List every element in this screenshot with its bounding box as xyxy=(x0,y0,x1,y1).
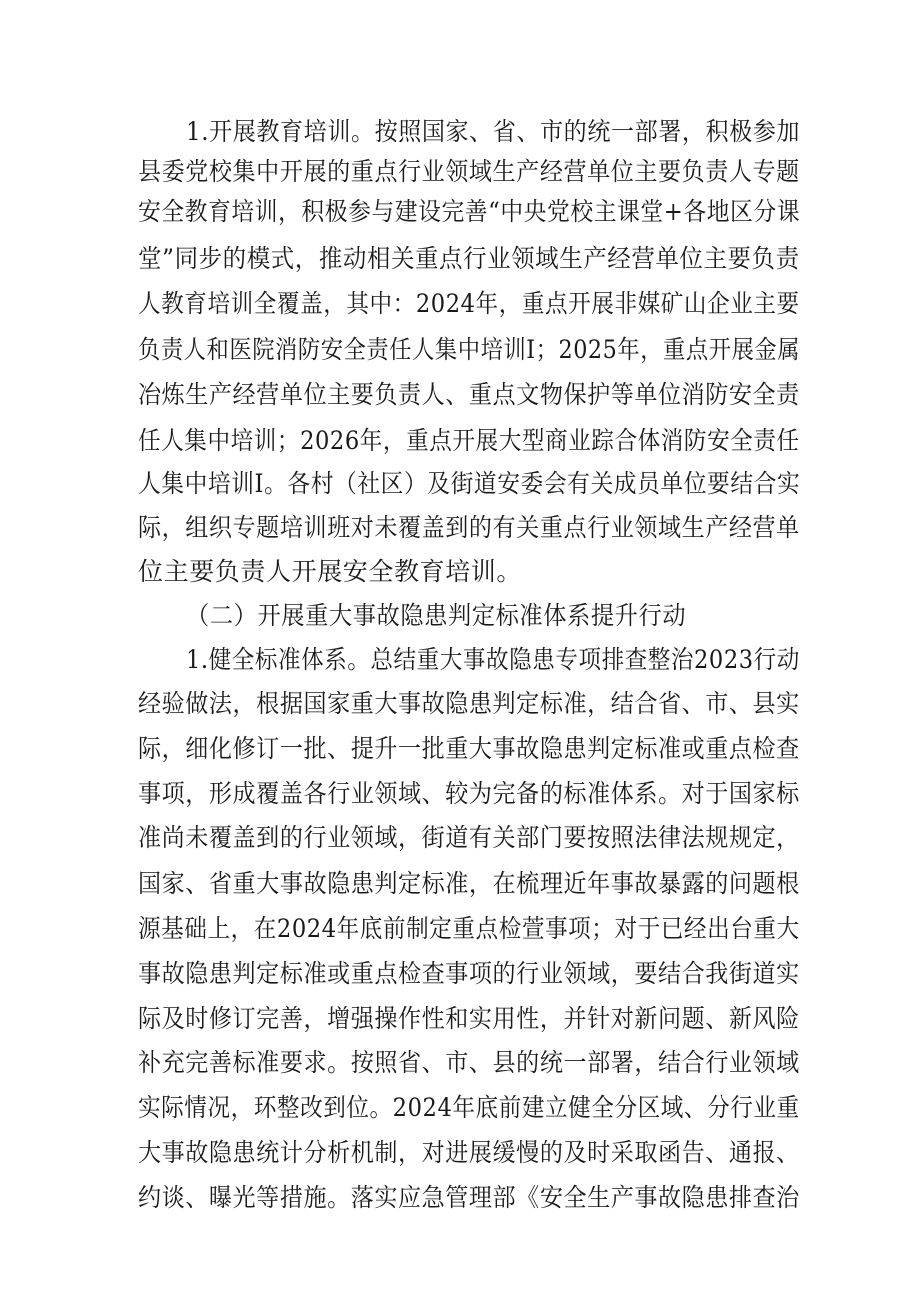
paragraph-2-line: 事故隐患判定标准或重点检查事项的行业领域，要结合我街道实 xyxy=(138,959,800,988)
paragraph-2-line: 1.健全标准体系。总结重大事故隐患专项排查整治2023行动 xyxy=(186,645,800,674)
paragraph-1-line: 1.开展教育培训。按照国家、省、市的统一部署，积极参加 xyxy=(186,117,801,146)
paragraph-2-line: 实际情况，环整改到位。2024年底前建立健全分区域、分行业重 xyxy=(138,1093,800,1122)
section-heading: （二）开展重大事故隐患判定标准体系提升行动 xyxy=(186,601,687,630)
paragraph-1-line: 安全教育培训，积极参与建设完善“中央党校主课堂+各地区分课 xyxy=(138,197,801,226)
paragraph-2-line: 源基础上，在2024年底前制定重点检萱事项；对于已经出台重大 xyxy=(138,914,800,943)
paragraph-2-line: 大事故隐患统计分析机制，对进展缓慢的及时采取函告、通报、 xyxy=(138,1138,800,1167)
paragraph-2-line: 国家、省重大事故隐患判定标准，在梳理近年事故暴露的问题根 xyxy=(138,869,800,898)
paragraph-1-line: 人教育培训全覆盖，其中：2024年，重点开展非媒矿山企业主要 xyxy=(138,289,800,318)
paragraph-2-line: 际，细化修订一批、提升一批重大事故隐患判定标准或重点检查 xyxy=(138,734,800,763)
paragraph-1-line: 位主要负责人开展安全教育培训。 xyxy=(138,557,523,586)
paragraph-1-line: 人集中培训I。各村（社区）及街道安委会有关成员单位要结合实 xyxy=(138,469,801,498)
paragraph-2-line: 准尚未覆盖到的行业领域，街道有关部门要按照法律法规规定， xyxy=(138,823,800,852)
paragraph-2-line: 事项，形成覆盖各行业领域、较为完备的标准体系。对于国家标 xyxy=(138,779,800,808)
paragraph-2-line: 经验做法，根据国家重大事故隐患判定标准，结合省、市、县实 xyxy=(138,689,800,718)
paragraph-1-line: 县委党校集中开展的重点行业领域生产经营单位主要负责人专题 xyxy=(138,157,800,186)
paragraph-2-line: 际及时修订完善，增强操作性和实用性，并针对新问题、新风险 xyxy=(138,1004,800,1033)
paragraph-1-line: 负责人和医院消防安全责任人集中培训I；2025年，重点开展金属 xyxy=(138,335,801,364)
paragraph-1-line: 堂”同步的模式，推动相关重点行业领域生产经营单位主要负责 xyxy=(138,244,800,273)
paragraph-1-line: 任人集中培训；2026年，重点开展大型商业踪合体消防安全责任 xyxy=(138,426,800,455)
paragraph-1-line: 际，组织专题培训班对未覆盖到的有关重点行业领域生产经营单 xyxy=(138,513,800,542)
paragraph-1-line: 冶炼生产经营单位主要负责人、重点文物保护等单位消防安全责 xyxy=(138,380,800,409)
paragraph-2-line: 约谈、曝光等措施。落实应急管理部《安全生产事故隐患排查治 xyxy=(138,1183,800,1212)
paragraph-2-line: 补充完善标准要求。按照省、市、县的统一部署，结合行业领域 xyxy=(138,1048,800,1077)
